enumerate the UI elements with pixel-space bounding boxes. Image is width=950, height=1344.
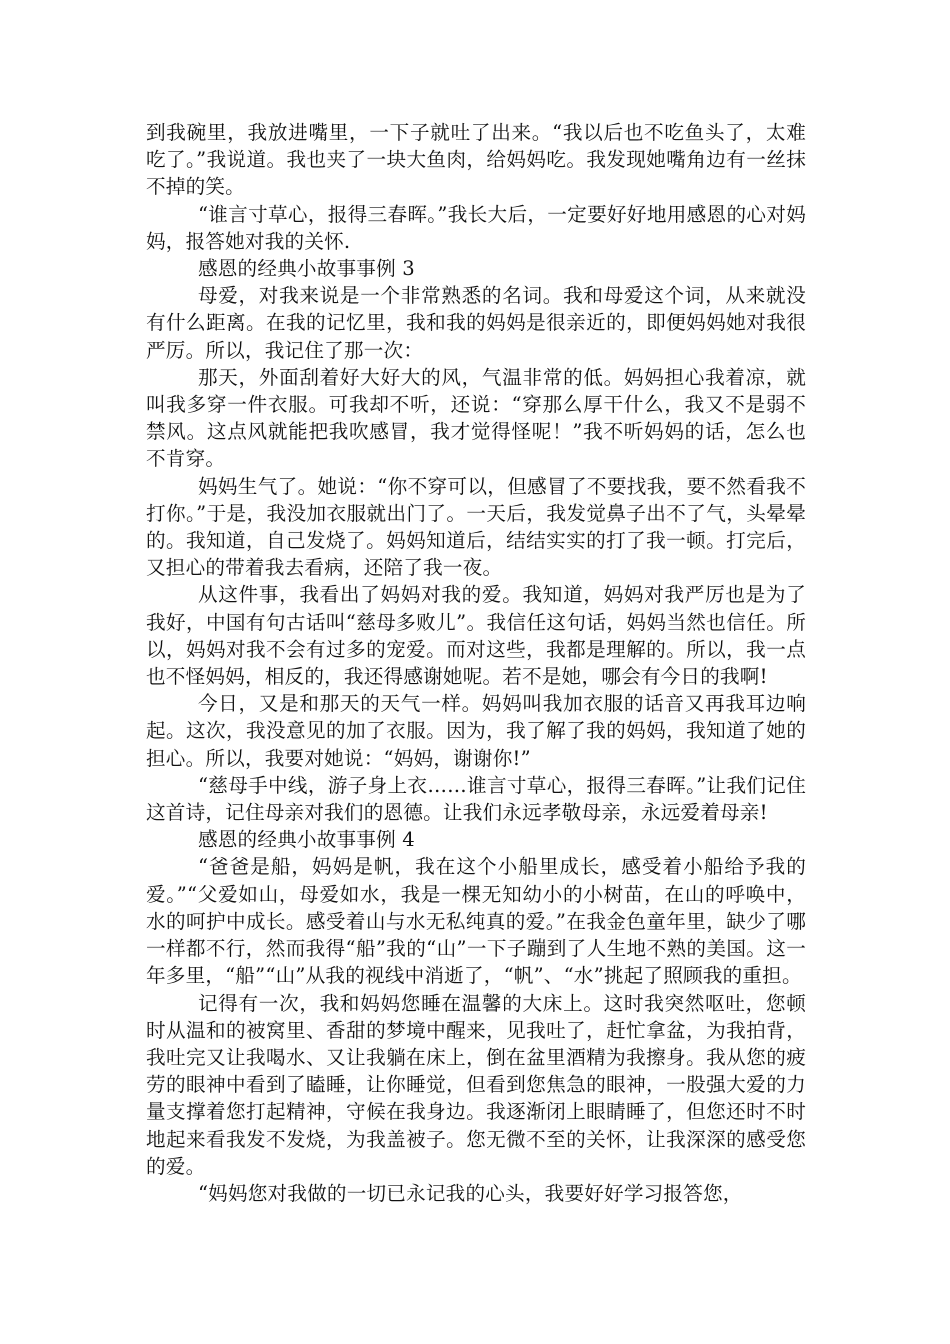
paragraph: “爸爸是船，妈妈是帆，我在这个小船里成长，感受着小船给予我的爱。”“父爱如山，母爱如水，我是一棵无知幼小的小树苗，在山的呼唤中，水的呵护中成长。感受着山与水无私纯真的爱。”在我金色童年里，缺少了哪一样都不行，然而我得“船”我的“山”一下子蹦到了人生地不熟的美国。这一年多里，“船”“山”从我的视线中消逝了，“帆”、“水”挑起了照顾我的重担。 xyxy=(146,855,806,988)
paragraph: 记得有一次，我和妈妈您睡在温馨的大床上。这时我突然呕吐，您顿时从温和的被窝里、香甜的梦境中醒来，见我吐了，赶忙拿盆，为我拍背，我吐完又让我喝水、又让我躺在床上，倒在盆里酒精为我擦身。我从您的疲劳的眼神中看到了瞌睡，让你睡觉，但看到您焦急的眼神，一股强大爱的力量支撑着您打起精神，守候在我身边。我逐渐闭上眼睛睡了，但您还时不时地起来看我发不发烧，为我盖被子。您无微不至的关怀，让我深深的感受您的爱。 xyxy=(146,991,806,1178)
paragraph: 那天，外面刮着好大好大的风，气温非常的低。妈妈担心我着凉，就叫我多穿一件衣服。可我却不听，还说：“穿那么厚干什么，我又不是弱不禁风。这点风就能把我吹感冒，我才觉得怪呢！”我不听妈妈的话，怎么也不肯穿。 xyxy=(146,365,806,471)
paragraph: 母爱，对我来说是一个非常熟悉的名词。我和母爱这个词，从来就没有什么距离。在我的记忆里，我和我的妈妈是很亲近的，即便妈妈她对我很严厉。所以，我记住了那一次： xyxy=(146,284,806,362)
document-body xyxy=(146,119,806,1207)
paragraph: 从这件事，我看出了妈妈对我的爱。我知道，妈妈对我严厉也是为了我好，中国有句古话叫“慈母多败儿”。我信任这句话，妈妈当然也信任。所以，妈妈对我不会有过多的宠爱。而对这些，我都是理解的。所以，我一点也不怪妈妈，相反的，我还得感谢她呢。若不是她，哪会有今日的我啊! xyxy=(146,583,806,689)
paragraph: “妈妈您对我做的一切已永记我的心头，我要好好学习报答您， xyxy=(197,1181,743,1205)
paragraph: 到我碗里，我放进嘴里，一下子就吐了出来。“我以后也不吃鱼头了，太难吃了。”我说道。我也夹了一块大鱼肉，给妈妈吃。我发现她嘴角边有一丝抹不掉的笑。 xyxy=(146,121,806,199)
section-heading: 感恩的经典小故事事例 4 xyxy=(197,828,415,852)
paragraph: “慈母手中线，游子身上衣……谁言寸草心，报得三春晖。”让我们记住这首诗，记住母亲对我们的恩德。让我们永远孝敬母亲，永远爱着母亲! xyxy=(146,773,806,825)
paragraph: 今日，又是和那天的天气一样。妈妈叫我加衣服的话音又再我耳边响起。这次，我没意见的加了衣服。因为，我了解了我的妈妈，我知道了她的担心。所以，我要对她说：“妈妈，谢谢你!” xyxy=(146,692,806,770)
paragraph: “谁言寸草心，报得三春晖。”我长大后，一定要好好地用感恩的心对妈妈，报答她对我的关怀. xyxy=(146,202,806,253)
paragraph: 妈妈生气了。她说：“你不穿可以，但感冒了不要找我，要不然看我不打你。”于是，我没加衣服就出门了。一天后，我发觉鼻子出不了气，头晕晕的。我知道，自己发烧了。妈妈知道后，结结实实的打了我一顿。打完后，又担心的带着我去看病，还陪了我一夜。 xyxy=(146,474,806,580)
section-heading: 感恩的经典小故事事例 3 xyxy=(197,257,415,281)
